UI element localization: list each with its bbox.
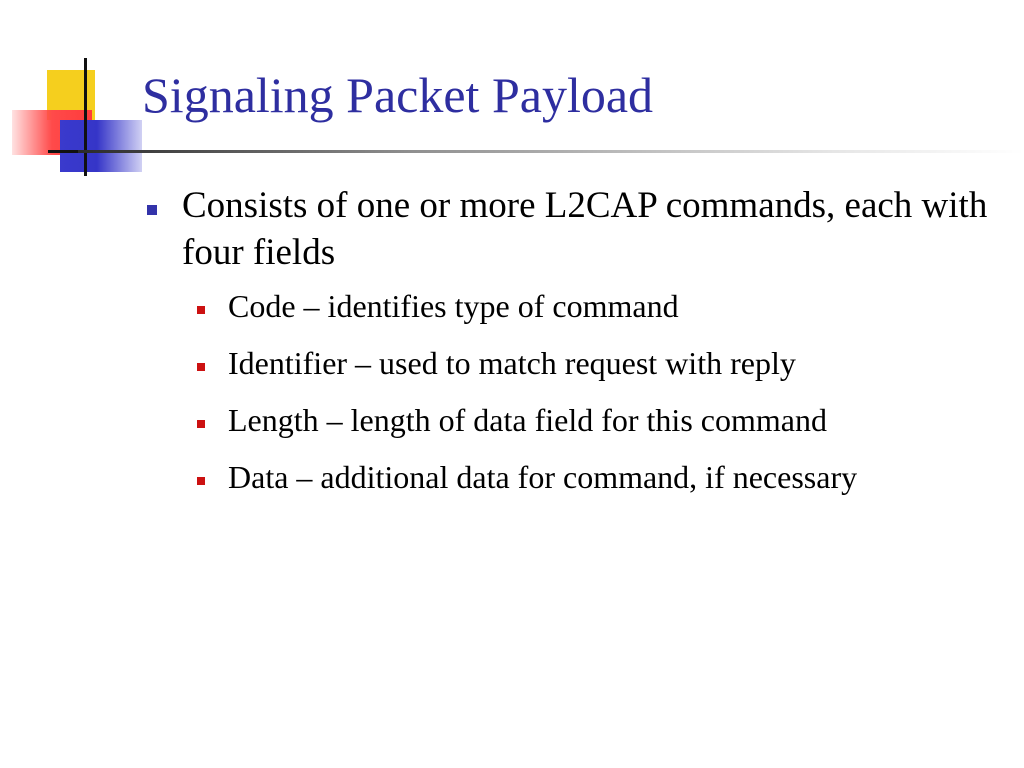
square-bullet-icon bbox=[197, 306, 205, 314]
logo-blue-square bbox=[60, 120, 142, 172]
sub-bullet-text: Code – identifies type of command bbox=[228, 288, 679, 324]
square-bullet-icon bbox=[197, 420, 205, 428]
corner-logo-icon bbox=[0, 0, 150, 190]
title-underline bbox=[78, 150, 1024, 153]
square-bullet-icon bbox=[197, 477, 205, 485]
sub-bullet-text: Data – additional data for command, if necessary bbox=[228, 459, 858, 495]
slide-title: Signaling Packet Payload bbox=[142, 67, 654, 123]
sub-bullet-list bbox=[140, 286, 1010, 498]
logo-vertical-line bbox=[84, 58, 87, 176]
sub-bullet-length bbox=[185, 400, 988, 441]
bullet-text: Consists of one or more L2CAP commands, each with four fields bbox=[182, 185, 988, 273]
sub-bullet-code bbox=[185, 286, 988, 327]
sub-bullet-text: Length – length of data field for this command bbox=[228, 402, 827, 438]
sub-bullet-data bbox=[185, 457, 868, 498]
sub-bullet-identifier bbox=[185, 343, 988, 384]
bullet-level-1 bbox=[140, 182, 1010, 276]
sub-bullet-text: Identifier – used to match request with reply bbox=[228, 345, 796, 381]
slide-content bbox=[140, 182, 1010, 514]
square-bullet-icon bbox=[147, 205, 157, 215]
square-bullet-icon bbox=[197, 363, 205, 371]
